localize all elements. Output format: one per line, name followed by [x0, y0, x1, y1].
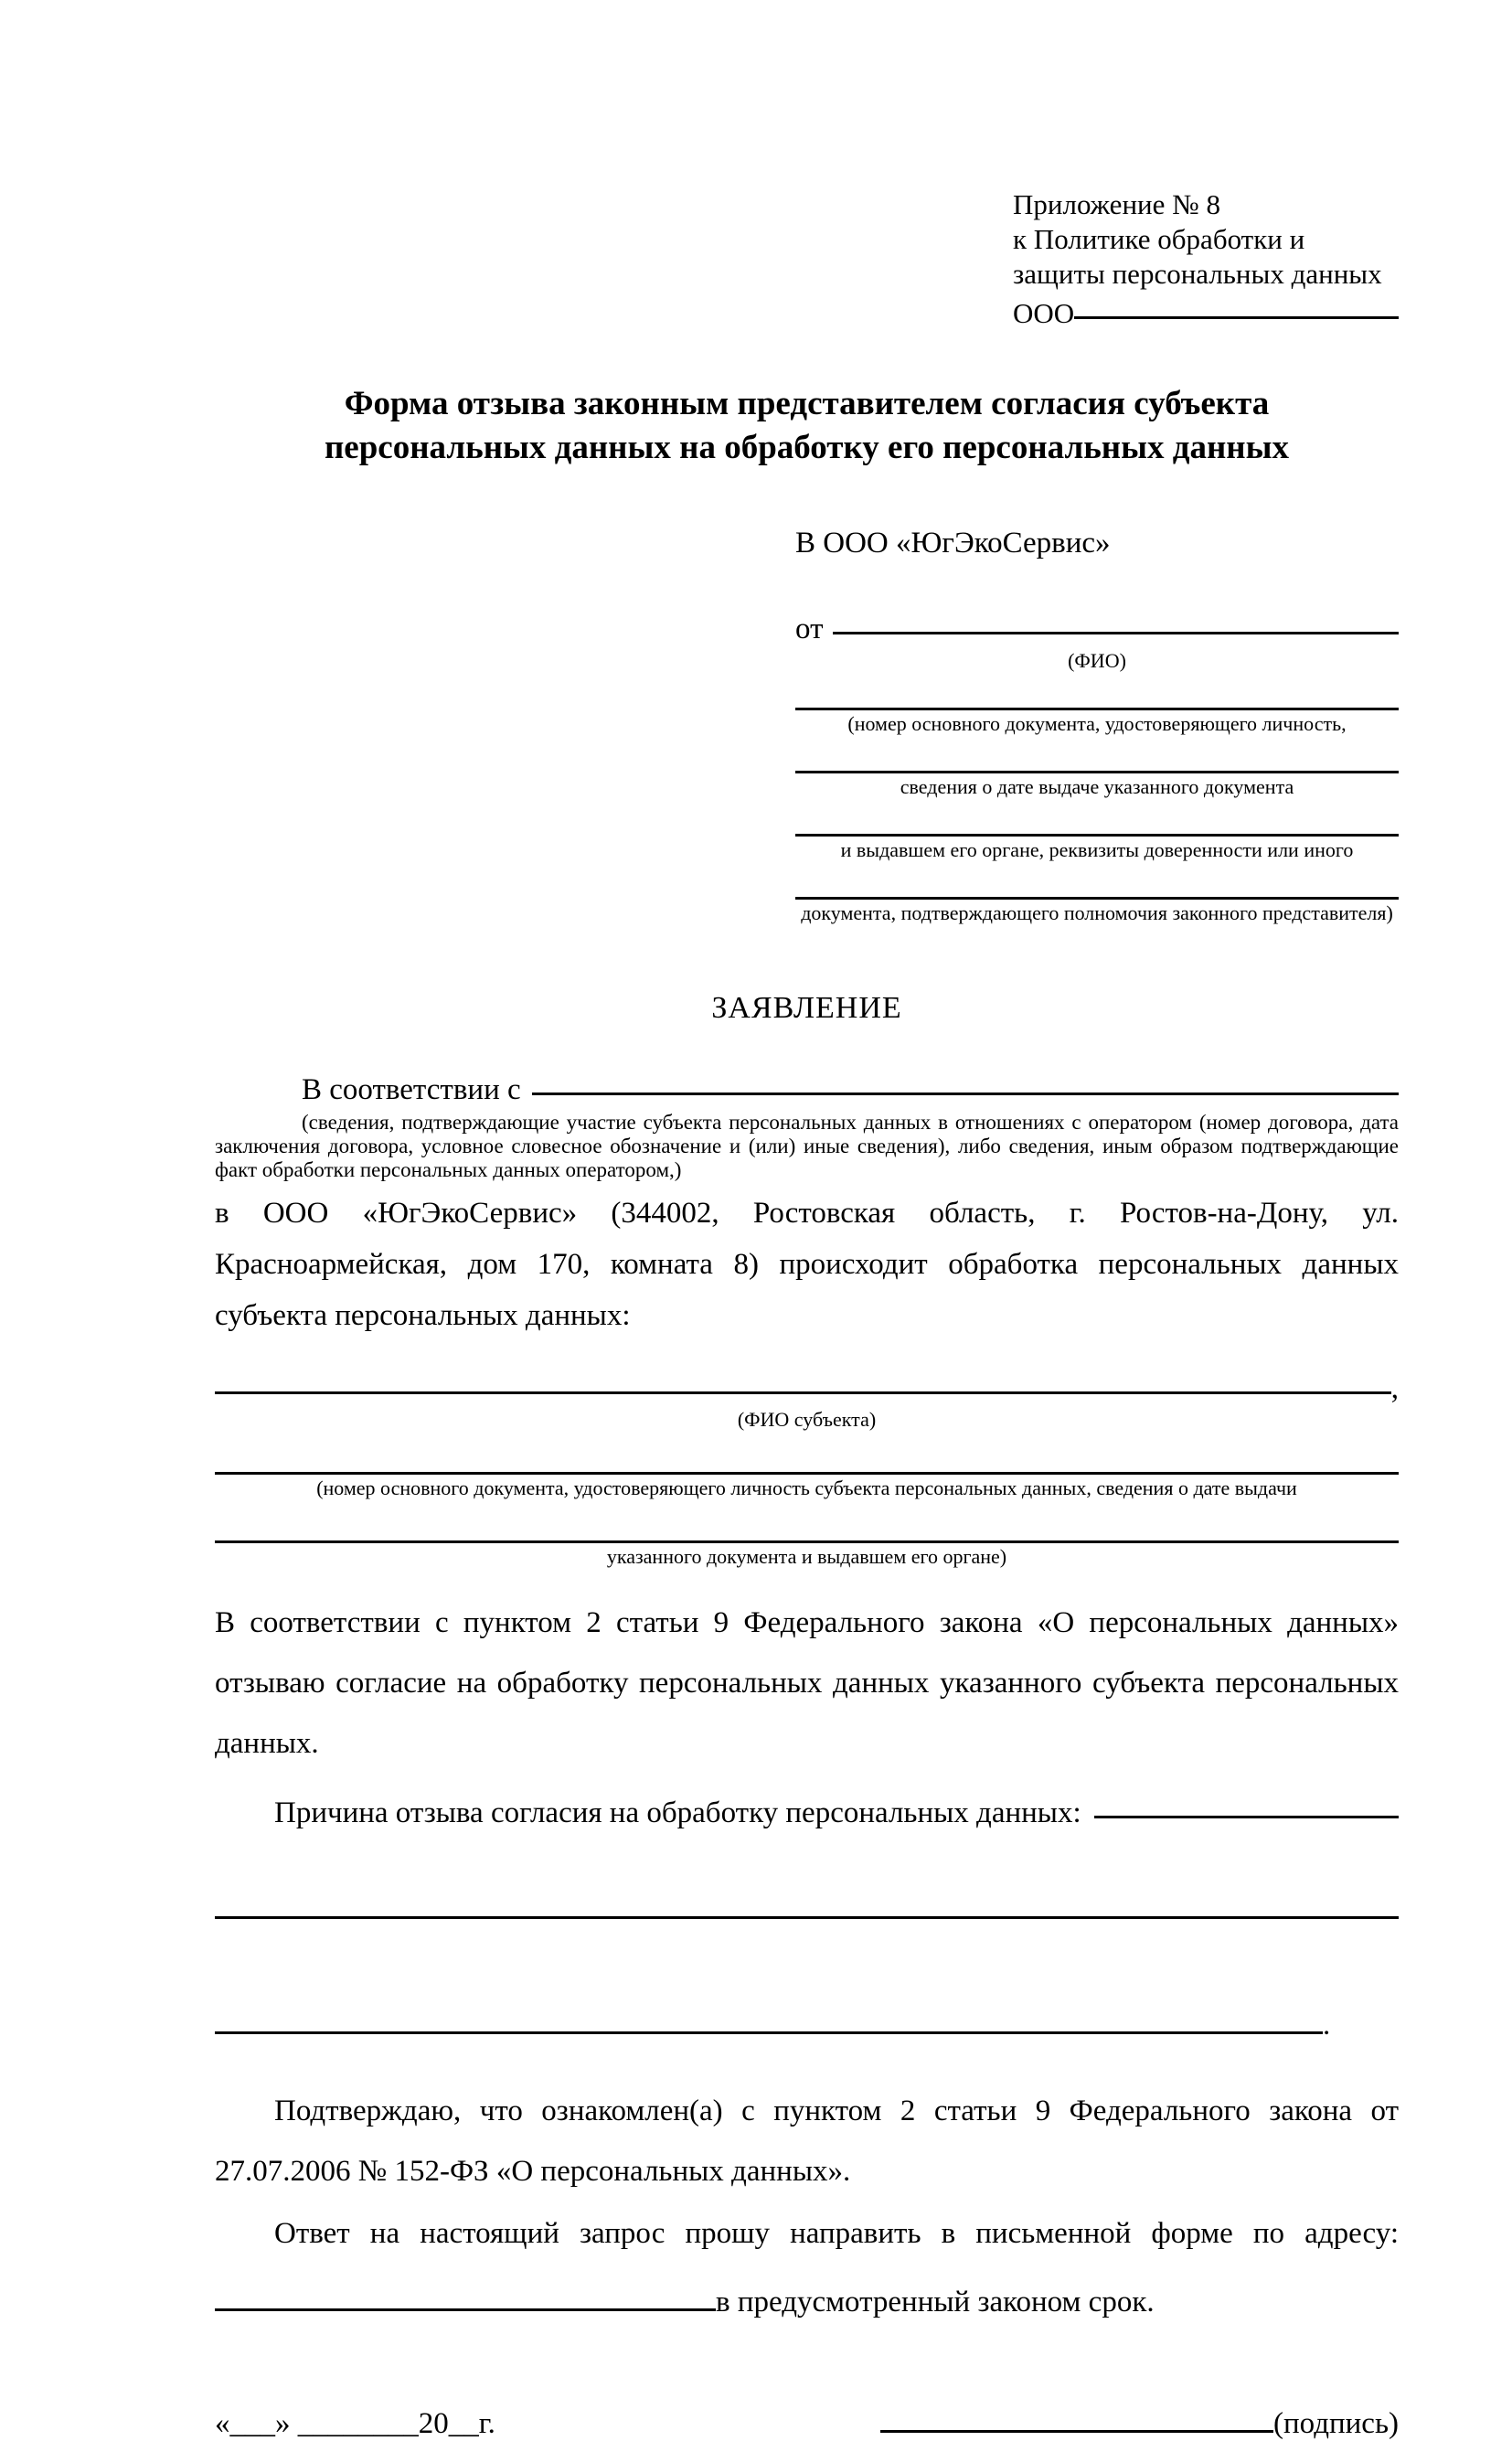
intro-caption: (сведения, подтверждающие участие субъекта персональных данных в отношениях с оператором (номер договора, дата заключения договора, условное словесное обозначение и (или) иные сведения), либо сведения, иным образом подтверждающие факт обработки персональных данных оператором,): [215, 1111, 1399, 1181]
appendix-line-3: защиты персональных данных: [1013, 258, 1382, 290]
appendix-header: [1013, 187, 1399, 331]
signature-area: [880, 2407, 1399, 2441]
intro-blank: [532, 1062, 1399, 1095]
intro-label: В соответствии с: [302, 1073, 521, 1106]
doc-number-blank: [795, 708, 1399, 710]
footer-row: [215, 2407, 1399, 2441]
fio-caption: (ФИО): [1068, 649, 1126, 672]
doc-issuer-caption: и выдавшем его органе, реквизиты доверенности или иного: [840, 838, 1354, 861]
intro-row: [215, 1066, 1399, 1107]
reason-blank-line-2: [215, 2031, 1323, 2034]
reply-address-row: [215, 2286, 1399, 2319]
company-name-blank: [1074, 288, 1399, 319]
reason-blank-row-2: [215, 2009, 1399, 2042]
reply-suffix: в предусмотренный законом срок.: [716, 2286, 1155, 2318]
subject-fio-caption: (ФИО субъекта): [737, 1408, 877, 1431]
company-prefix: ООО: [1013, 297, 1075, 329]
withdraw-paragraph: В соответствии с пунктом 2 статьи 9 Федерального закона «О персональных данных» отзываю согласие на обработку персональных данных указанного субъекта персональных данных.: [215, 1606, 1399, 1760]
from-row: [795, 605, 1399, 647]
doc-date-blank: [795, 771, 1399, 773]
from-name-blank: [833, 602, 1400, 634]
subject-comma: ,: [1390, 1372, 1399, 1405]
statement-heading: ЗАЯВЛЕНИЕ: [711, 991, 902, 1025]
doc-authority-caption: документа, подтверждающего полномочия законного представителя): [801, 901, 1393, 924]
operator-paragraph: в ООО «ЮгЭкоСервис» (344002, Ростовская область, г. Ростов-на-Дону, ул. Красноармейская, дом 170, комната 8) происходит обработка персональных данных субъекта персональных данных:: [215, 1197, 1399, 1332]
subject-doc-blank-1: [215, 1472, 1399, 1475]
reply-paragraph: Ответ на настоящий запрос прошу направить в письменной форме по адресу:: [274, 2217, 1399, 2250]
reason-blank-line-1: [215, 1916, 1399, 1919]
doc-date-caption: сведения о дате выдаче указанного документа: [900, 775, 1294, 798]
confirm-paragraph: Подтверждаю, что ознакомлен(а) с пунктом 2 статьи 9 Федерального закона от 27.07.2006 № 152-ФЗ «О персональных данных».: [215, 2095, 1399, 2188]
from-label: от: [795, 613, 824, 645]
appendix-line-2: к Политике обработки и: [1013, 223, 1305, 255]
signature-caption: (подпись): [1273, 2407, 1399, 2440]
subject-name-row: [215, 1365, 1399, 1406]
company-name-row: [1013, 292, 1399, 331]
doc-issuer-blank: [795, 834, 1399, 837]
subject-doc-caption-2: указанного документа и выдавшем его органе): [606, 1545, 1007, 1568]
doc-number-caption: (номер основного документа, удостоверяющего личность,: [847, 712, 1347, 735]
appendix-line-1: Приложение № 8: [1013, 188, 1220, 220]
doc-authority-blank: [795, 897, 1399, 900]
reason-period: .: [1323, 2009, 1331, 2041]
addressee-block: [795, 525, 1399, 925]
addressee-to: В ООО «ЮгЭкоСервис»: [795, 527, 1111, 560]
date-line: «___» ________20__г.: [215, 2407, 495, 2440]
reason-label: Причина отзыва согласия на обработку персональных данных:: [274, 1796, 1081, 1829]
subject-name-blank: [215, 1361, 1391, 1394]
reply-address-blank: [215, 2308, 716, 2311]
signature-blank: [880, 2430, 1273, 2433]
subject-doc-caption-1: (номер основного документа, удостоверяющего личность субъекта персональных данных, сведения о дате выдачи: [316, 1476, 1297, 1499]
subject-doc-blank-2: [215, 1540, 1399, 1543]
document-title: Форма отзыва законным представителем согласия субъекта персональных данных на обработку его персональных данных: [324, 385, 1289, 466]
reason-row: [215, 1783, 1399, 1843]
reason-blank-short: [1094, 1785, 1399, 1818]
